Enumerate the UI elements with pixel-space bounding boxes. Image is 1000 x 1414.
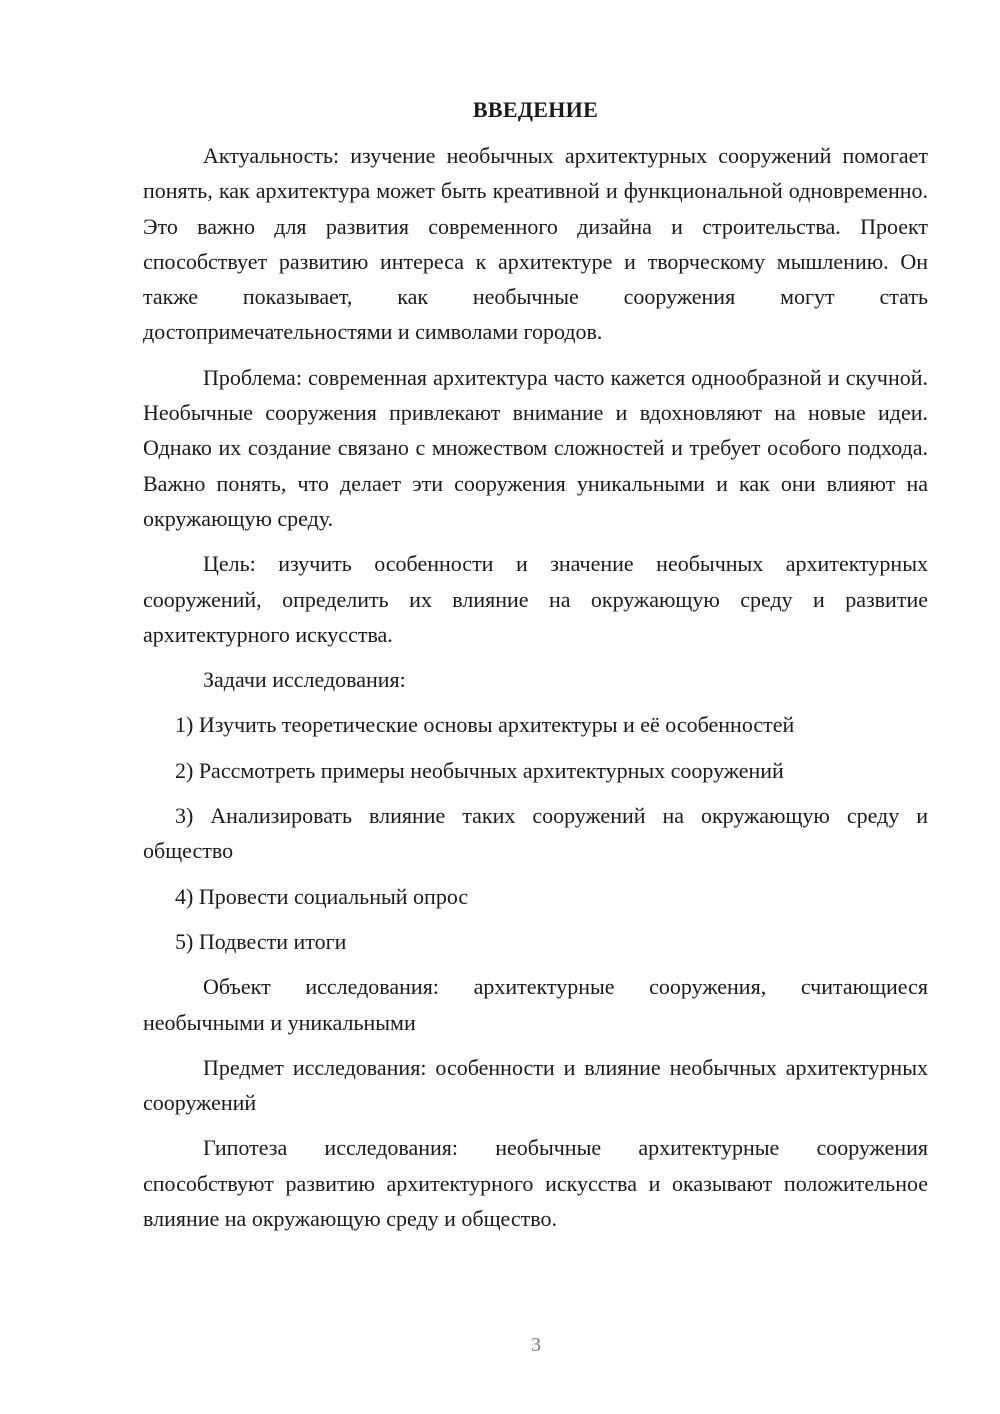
task-item-5: 5) Подвести итоги: [175, 928, 347, 954]
object-paragraph: Объект исследования: архитектурные сооружения, считающиеся необычными и уникальными: [143, 974, 928, 1035]
subject-paragraph: Предмет исследования: особенности и влияние необычных архитектурных сооружений: [143, 1054, 928, 1116]
tasks-heading: Задачи исследования:: [203, 667, 406, 693]
relevance-paragraph: Актуальность: изучение необычных архитектурных сооружений помогает понять, как архитектура может быть креативной и функциональной одновременно. Это важно для развития современного дизайна и строительства. Проект способствует развитию интереса к архитектуре и творческому мышлению. Он также показывает, как необычные сооружения могут стать достопримечательностями и символами городов.: [143, 143, 928, 345]
page-number: 3: [531, 1334, 541, 1356]
task-item-1: 1) Изучить теоретические основы архитектуры и её особенностей: [175, 712, 795, 738]
page-title: ВВЕДЕНИЕ: [472, 97, 599, 122]
document-page: [143, 96, 928, 1246]
hypothesis-paragraph: Гипотеза исследования: необычные архитектурные сооружения способствуют развитию архитектурного искусства и оказывают положительное влияние на окружающую среду и общество.: [143, 1135, 928, 1232]
task-item-2: 2) Рассмотреть примеры необычных архитектурных сооружений: [175, 757, 784, 783]
problem-paragraph: Проблема: современная архитектура часто кажется однообразной и скучной. Необычные сооружения привлекают внимание и вдохновляют на новые идеи. Однако их создание связано с множеством сложностей и требует особого подхода. Важно понять, что делает эти сооружения уникальными и как они влияют на окружающую среду.: [143, 364, 928, 531]
task-item-3: 3) Анализировать влияние таких сооружений на окружающую среду и общество: [143, 803, 928, 864]
task-item-4: 4) Провести социальный опрос: [175, 883, 469, 909]
goal-paragraph: Цель: изучить особенности и значение необычных архитектурных сооружений, определить их влияние на окружающую среду и развитие архитектурного искусства.: [143, 551, 928, 647]
